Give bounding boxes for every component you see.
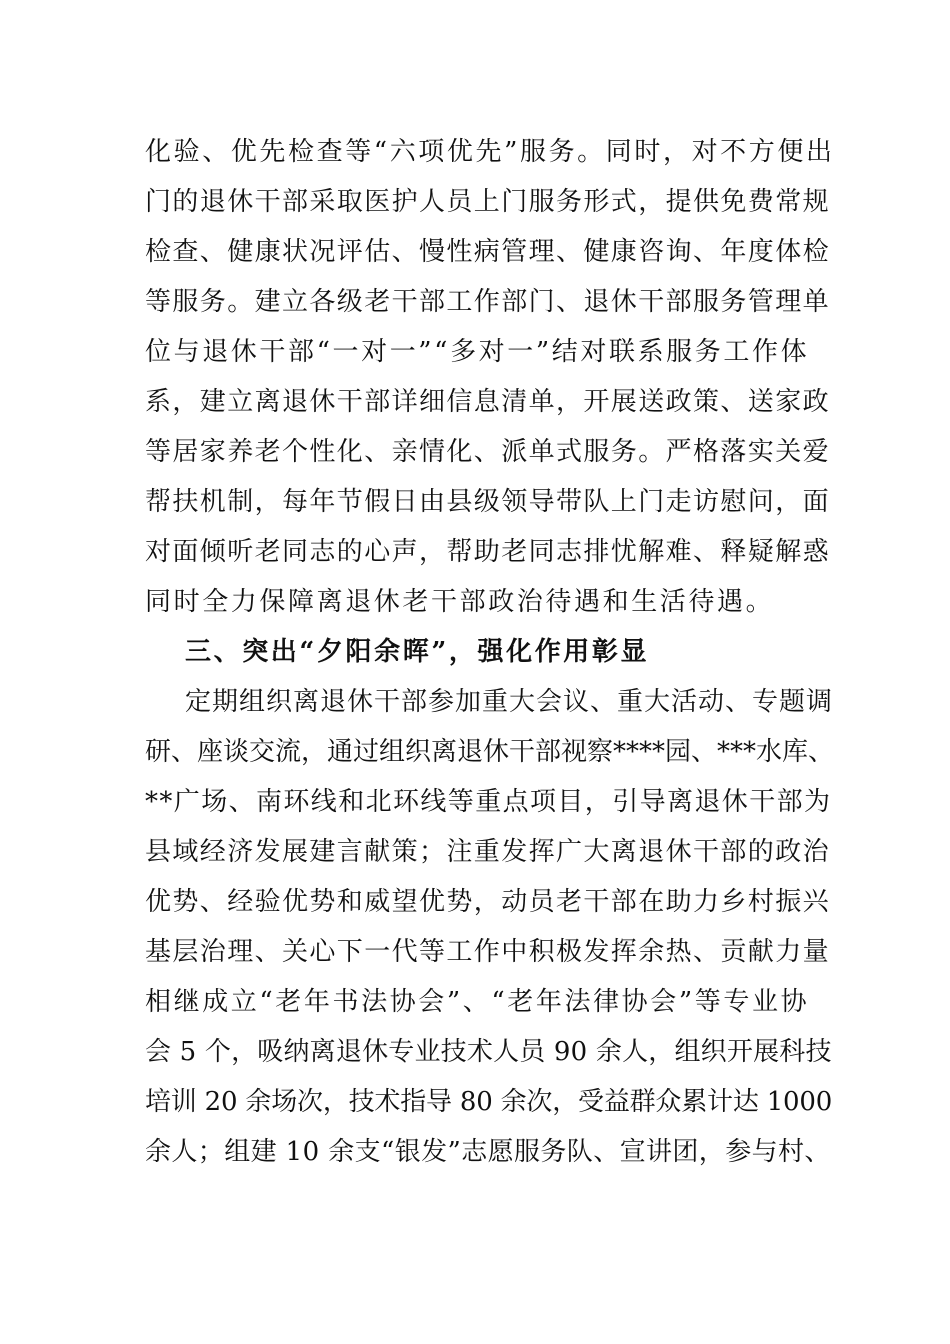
paragraph-2-line-5: 优势、经验优势和威望优势，动员老干部在助力乡村振兴	[145, 887, 831, 917]
paragraph-1-line-4: 等服务。建立各级老干部工作部门、退休干部服务管理单	[145, 287, 831, 317]
paragraph-1-line-3: 检查、健康状况评估、慢性病管理、健康咨询、年度体检	[145, 237, 831, 267]
paragraph-1-line-2: 门的退休干部采取医护人员上门服务形式，提供免费常规	[145, 187, 831, 217]
paragraph-1-line-10: 同时全力保障离退休老干部政治待遇和生活待遇。	[145, 587, 775, 617]
paragraph-1-line-7: 等居家养老个性化、亲情化、派单式服务。严格落实关爱	[145, 437, 831, 467]
paragraph-2-line-10: 余人；组建 10 余支“银发”志愿服务队、宣讲团，参与村、	[145, 1137, 831, 1167]
section-heading: 三、突出“夕阳余晖”，强化作用彰显	[185, 637, 650, 667]
paragraph-1-line-1: 化验、优先检查等“六项优先”服务。同时，对不方便出	[145, 137, 835, 167]
paragraph-2-line-4: 县域经济发展建言献策；注重发挥广大离退休干部的政治	[145, 837, 831, 867]
paragraph-2-line-2: 研、座谈交流，通过组织离退休干部视察****园、***水库、	[145, 737, 835, 767]
paragraph-1-line-9: 对面倾听老同志的心声，帮助老同志排忧解难、释疑解惑	[145, 537, 831, 567]
paragraph-2-line-1: 定期组织离退休干部参加重大会议、重大活动、专题调	[185, 687, 834, 717]
paragraph-2-line-7: 相继成立“老年书法协会”、“老年法律协会”等专业协	[145, 987, 810, 1017]
paragraph-1-line-6: 系，建立离退休干部详细信息清单，开展送政策、送家政	[145, 387, 831, 417]
paragraph-2-line-6: 基层治理、关心下一代等工作中积极发挥余热、贡献力量	[145, 937, 831, 967]
paragraph-2-line-9: 培训 20 余场次，技术指导 80 余次，受益群众累计达 1000	[145, 1087, 833, 1117]
paragraph-1-line-5: 位与退休干部“一对一”“多对一”结对联系服务工作体	[145, 337, 810, 367]
paragraph-2-line-3: **广场、南环线和北环线等重点项目，引导离退休干部为	[145, 787, 832, 817]
paragraph-2-line-8: 会 5 个，吸纳离退休专业技术人员 90 余人，组织开展科技	[145, 1037, 832, 1067]
paragraph-1-line-8: 帮扶机制，每年节假日由县级领导带队上门走访慰问，面	[145, 487, 831, 517]
